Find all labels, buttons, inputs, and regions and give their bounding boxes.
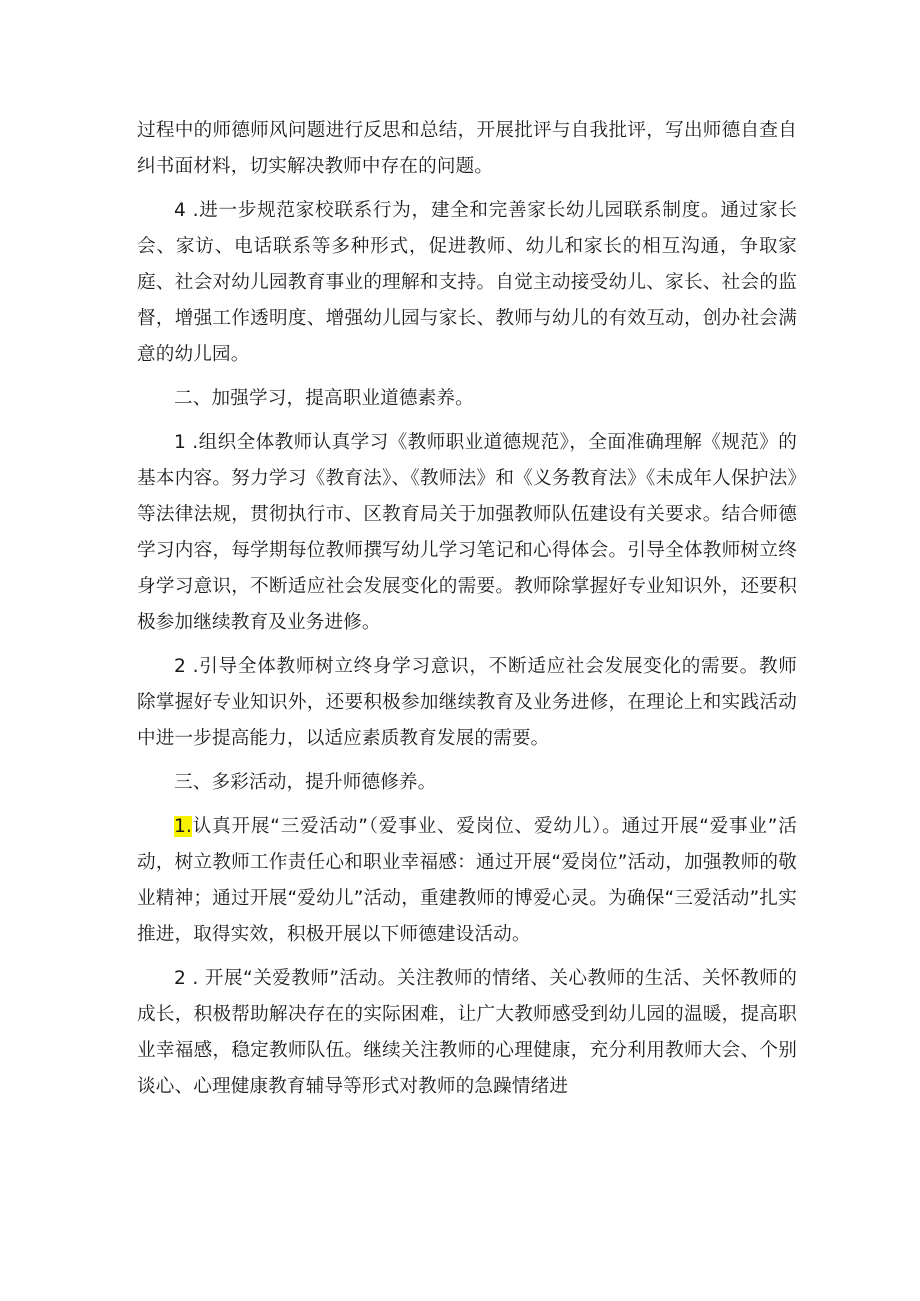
paragraph-item-2-study: 2 .引导全体教师树立终身学习意识，不断适应社会发展变化的需要。教师除掌握好专业知识外，还要积极参加继续教育及业务进修，在理论上和实践活动中进一步提高能力，以适应素质教育发展的需要。 bbox=[137, 656, 797, 749]
paragraph-text: 认真开展“三爱活动”（爱事业、爱岗位、爱幼儿）。通过开展“爱事业”活动，树立教师工作责任心和职业幸福感：通过开展“爱岗位”活动，加强教师的敬业精神；通过开展“爱幼儿”活动，重建教师的博爱心灵。为确保“三爱活动”扎实推进，取得实效，积极开展以下师德建设活动。 bbox=[137, 816, 797, 945]
section-heading-3: 三、多彩活动，提升师德修养。 bbox=[174, 772, 437, 793]
paragraph-item-2-activity: 2 . 开展“关爱教师”活动。关注教师的情绪、关心教师的生活、关怀教师的成长，积极帮助解决存在的实际困难，让广大教师感受到幼儿园的温暖，提高职业幸福感，稳定教师队伍。继续关注教师的心理健康，充分利用教师大会、个别谈心、心理健康教育辅导等形式对教师的急躁情绪进 bbox=[137, 968, 797, 1097]
paragraph-item-1-activity bbox=[137, 809, 797, 953]
highlighted-number: 1. bbox=[174, 816, 193, 837]
section-heading-2: 二、加强学习，提高职业道德素养。 bbox=[174, 388, 474, 409]
paragraph-continuation: 过程中的师德师风问题进行反思和总结，开展批评与自我批评，写出师德自查自纠书面材料，切实解决教师中存在的问题。 bbox=[137, 120, 797, 177]
document-body bbox=[137, 113, 797, 1113]
paragraph-item-4: 4 .进一步规范家校联系行为，建全和完善家长幼儿园联系制度。通过家长会、家访、电话联系等多种形式，促进教师、幼儿和家长的相互沟通，争取家庭、社会对幼儿园教育事业的理解和支持。自觉主动接受幼儿、家长、社会的监督，增强工作透明度、增强幼儿园与家长、教师与幼儿的有效互动，创办社会满意的幼儿园。 bbox=[137, 200, 797, 365]
paragraph-item-1-study: 1 .组织全体教师认真学习《教师职业道德规范》，全面准确理解《规范》的基本内容。努力学习《教育法》、《教师法》和《义务教育法》《未成年人保护法》等法律法规，贯彻执行市、区教育局关于加强教师队伍建设有关要求。结合师德学习内容，每学期每位教师撰写幼儿学习笔记和心得体会。引导全体教师树立终身学习意识，不断适应社会发展变化的需要。教师除掌握好专业知识外，还要积极参加继续教育及业务进修。 bbox=[137, 432, 797, 633]
